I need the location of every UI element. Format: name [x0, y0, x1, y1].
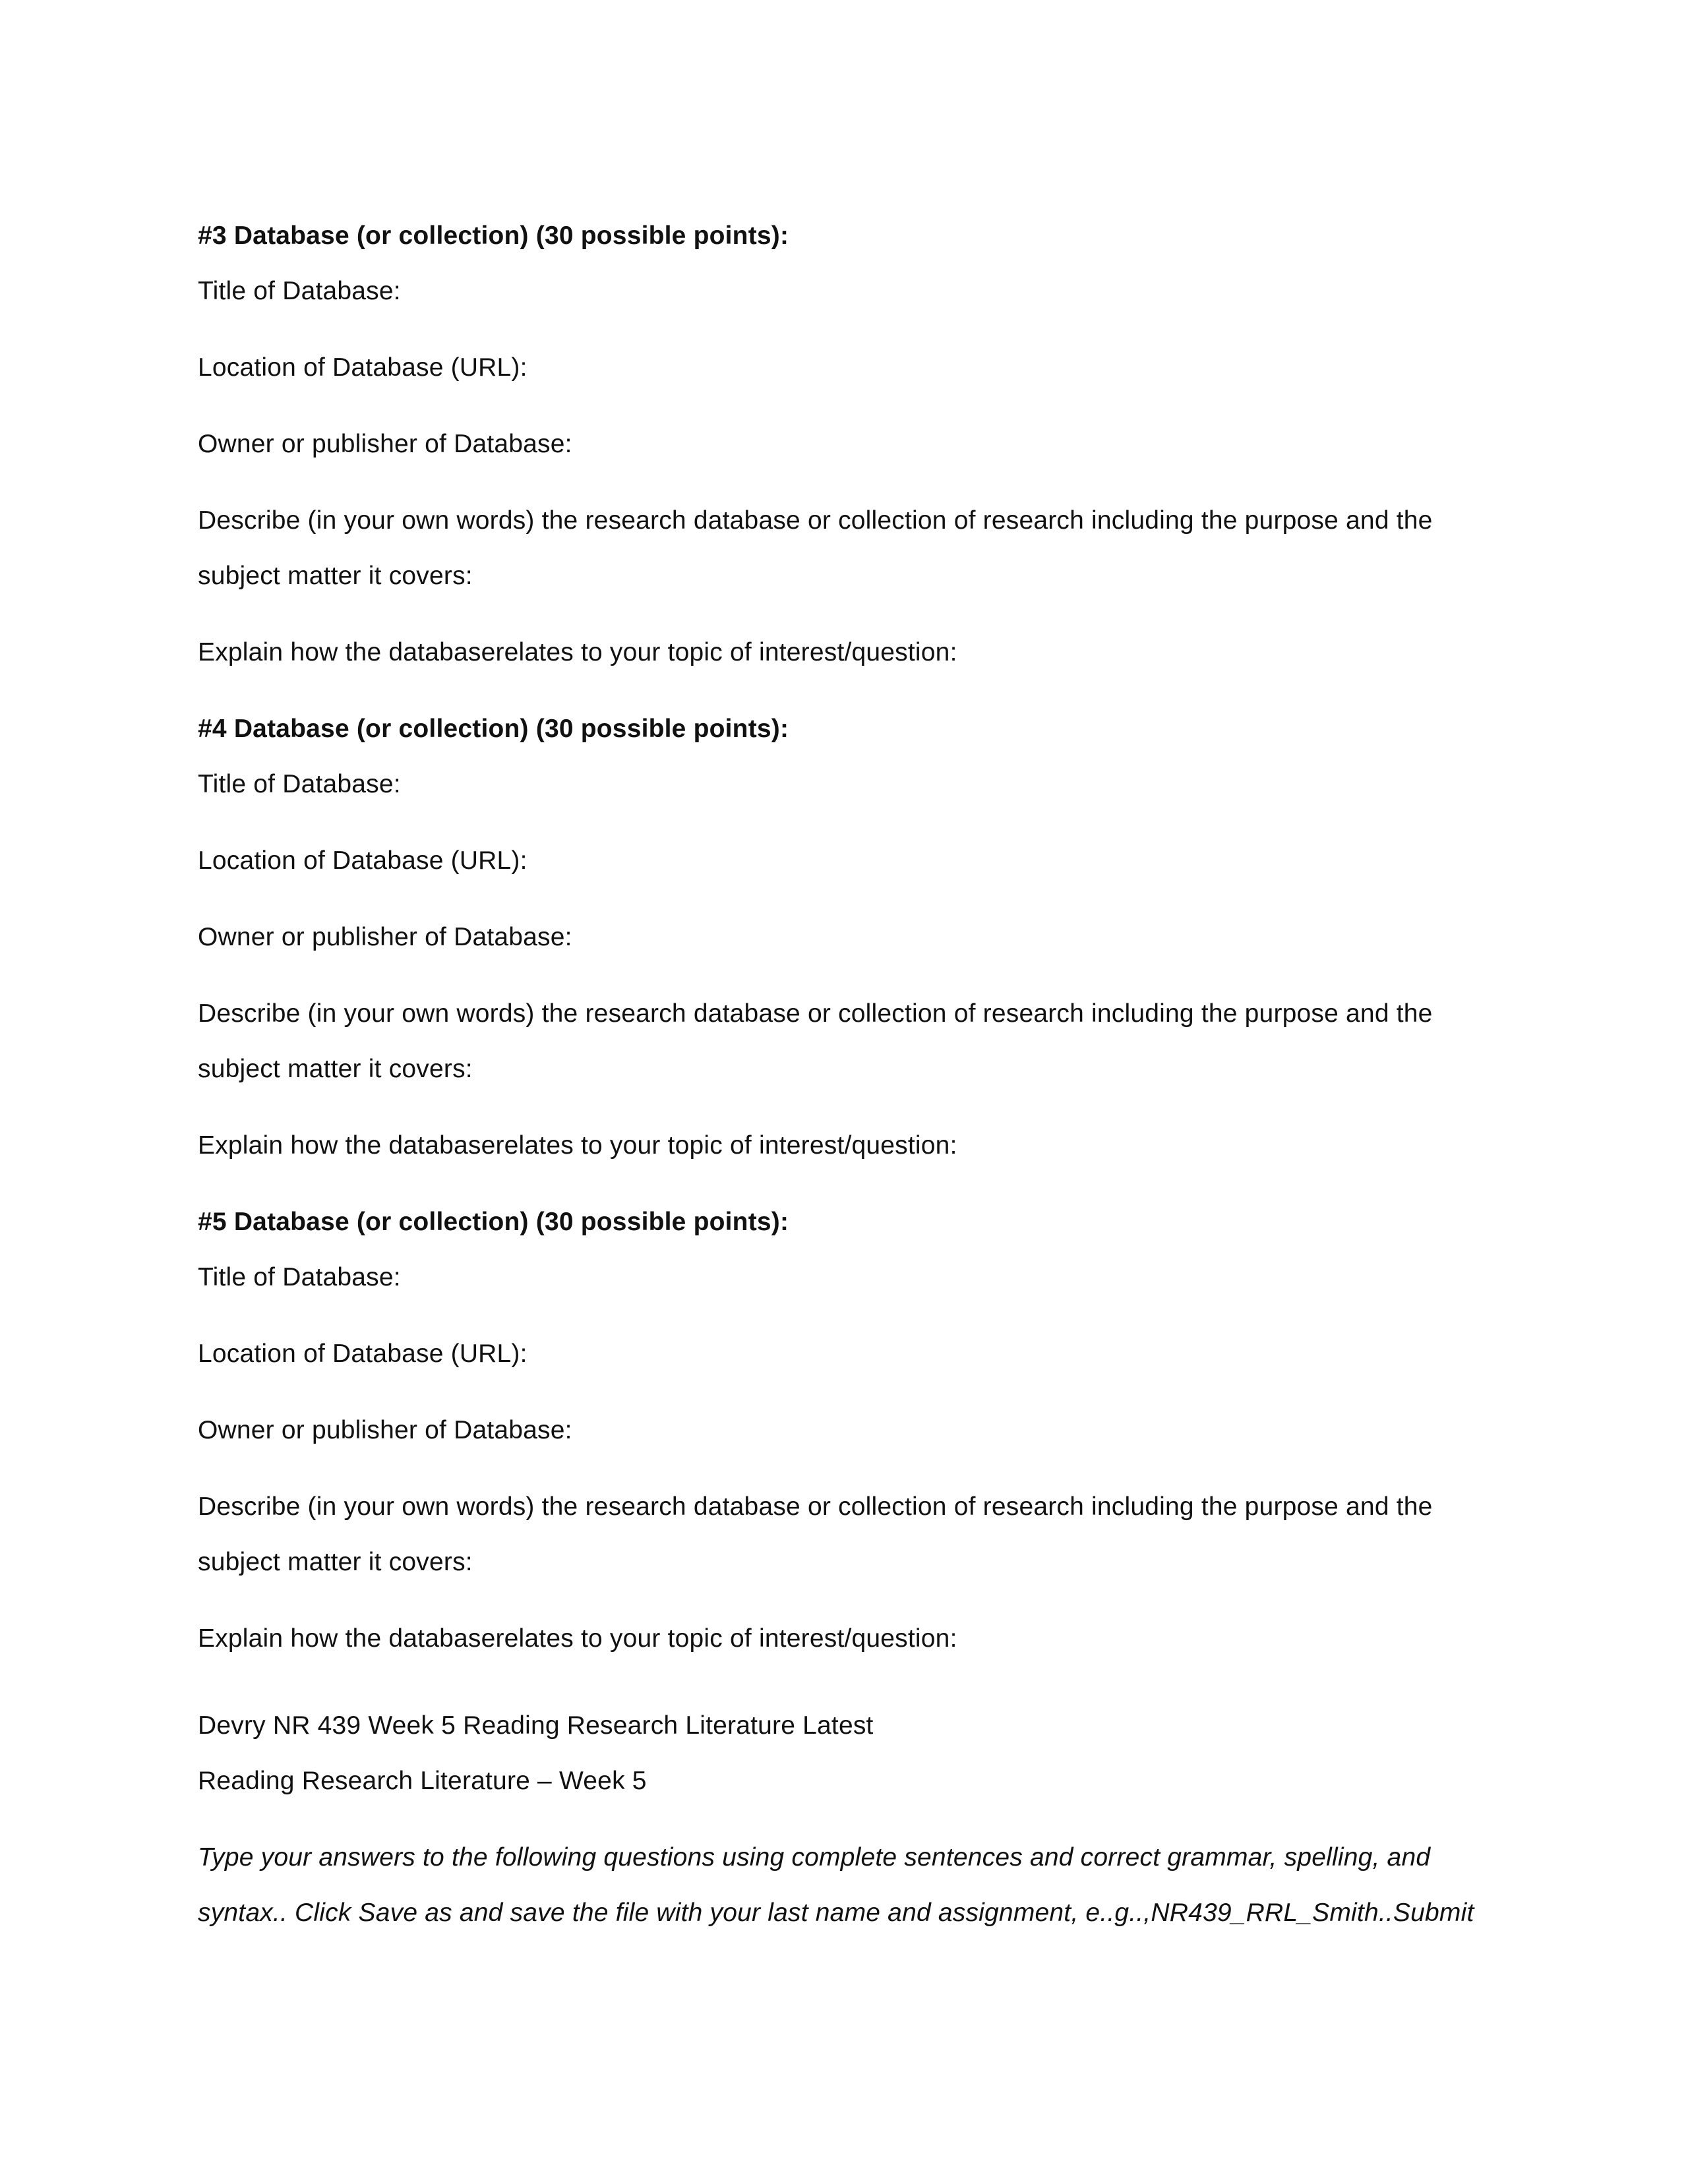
assignment-title: Reading Research Literature – Week 5 [198, 1767, 647, 1795]
instructions-line-1: Type your answers to the following questions using complete sentences and correct grammar, spelling, and [198, 1843, 1431, 1872]
section-heading: #5 Database (or collection) (30 possible points): [198, 1208, 789, 1236]
describe-line-2: subject matter it covers: [198, 1548, 473, 1576]
section-heading: #4 Database (or collection) (30 possible points): [198, 715, 789, 743]
title-label: Title of Database: [198, 277, 401, 305]
owner-label: Owner or publisher of Database: [198, 430, 572, 458]
instructions-line-2: syntax.. Click Save as and save the file with your last name and assignment, e..g..,NR439_RRL_Smith..Submit [198, 1899, 1474, 1927]
explain-label: Explain how the databaserelates to your topic of interest/question: [198, 1131, 957, 1160]
explain-label: Explain how the databaserelates to your topic of interest/question: [198, 1624, 957, 1653]
location-label: Location of Database (URL): [198, 1340, 528, 1368]
section-heading: #3 Database (or collection) (30 possible points): [198, 221, 789, 250]
title-label: Title of Database: [198, 1263, 401, 1291]
owner-label: Owner or publisher of Database: [198, 1416, 572, 1444]
describe-line-1: Describe (in your own words) the research database or collection of research including the purpose and the [198, 506, 1433, 535]
explain-label: Explain how the databaserelates to your topic of interest/question: [198, 638, 957, 666]
course-title: Devry NR 439 Week 5 Reading Research Literature Latest [198, 1711, 874, 1740]
describe-line-2: subject matter it covers: [198, 562, 473, 590]
describe-line-1: Describe (in your own words) the research database or collection of research including the purpose and the [198, 999, 1433, 1028]
describe-line-2: subject matter it covers: [198, 1055, 473, 1083]
title-label: Title of Database: [198, 770, 401, 798]
describe-line-1: Describe (in your own words) the research database or collection of research including the purpose and the [198, 1492, 1433, 1521]
location-label: Location of Database (URL): [198, 353, 528, 382]
location-label: Location of Database (URL): [198, 846, 528, 875]
owner-label: Owner or publisher of Database: [198, 923, 572, 951]
